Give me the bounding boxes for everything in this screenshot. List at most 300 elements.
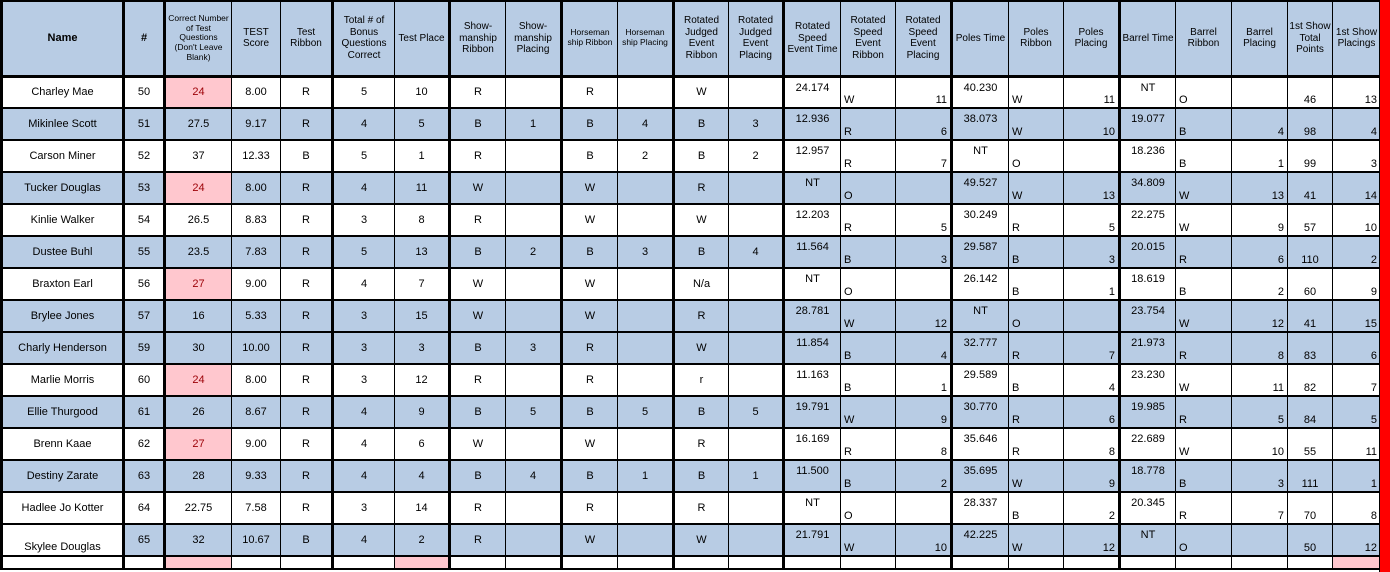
cell-bonus[interactable]: 4 (333, 524, 395, 556)
cell-placings[interactable]: 4 (1333, 108, 1381, 140)
cell-points[interactable]: 83 (1288, 332, 1333, 364)
cell-points[interactable]: 60 (1288, 268, 1333, 300)
cell-show-placing[interactable] (506, 172, 562, 204)
cell-test-ribbon[interactable]: R (281, 396, 333, 428)
cell-rs-placing[interactable] (896, 268, 952, 300)
cell-rj-placing[interactable]: 5 (729, 396, 784, 428)
cell-test-place[interactable] (395, 556, 450, 569)
cell-name[interactable]: Destiny Zarate (2, 460, 124, 492)
cell-show-ribbon[interactable]: W (450, 268, 506, 300)
cell-rs-ribbon[interactable]: W (841, 76, 896, 108)
cell-show-ribbon[interactable]: B (450, 236, 506, 268)
cell-test-ribbon[interactable]: R (281, 172, 333, 204)
cell-placings[interactable]: 13 (1333, 76, 1381, 108)
cell-barrel-ribbon[interactable]: W (1176, 428, 1232, 460)
cell-rs-time[interactable]: 11.854 (784, 332, 841, 364)
cell-placings[interactable]: 11 (1333, 428, 1381, 460)
cell-rs-ribbon[interactable]: O (841, 492, 896, 524)
cell-horse-placing[interactable] (618, 300, 674, 332)
cell-poles-ribbon[interactable]: B (1009, 492, 1064, 524)
cell-poles-placing[interactable]: 13 (1064, 172, 1120, 204)
cell-num[interactable]: 63 (124, 460, 165, 492)
cell-horse-placing[interactable] (618, 524, 674, 556)
cell-rs-placing[interactable]: 12 (896, 300, 952, 332)
cell-rj-ribbon[interactable]: B (674, 236, 729, 268)
cell-points[interactable]: 82 (1288, 364, 1333, 396)
cell-show-placing[interactable] (506, 556, 562, 569)
cell-rs-ribbon[interactable]: R (841, 204, 896, 236)
cell-bonus[interactable]: 3 (333, 300, 395, 332)
cell-rs-placing[interactable]: 3 (896, 236, 952, 268)
cell-test-ribbon[interactable]: R (281, 460, 333, 492)
cell-rs-placing[interactable] (896, 172, 952, 204)
cell-test-place[interactable]: 4 (395, 460, 450, 492)
cell-rj-ribbon[interactable]: B (674, 108, 729, 140)
cell-horse-placing[interactable] (618, 428, 674, 460)
cell-show-placing[interactable] (506, 428, 562, 460)
cell-poles-ribbon[interactable]: O (1009, 140, 1064, 172)
cell-barrel-time[interactable] (1120, 556, 1176, 569)
cell-barrel-ribbon[interactable]: B (1176, 268, 1232, 300)
cell-poles-ribbon[interactable]: R (1009, 204, 1064, 236)
column-header-poles-placing[interactable]: Poles Placing (1064, 1, 1120, 76)
cell-show-placing[interactable]: 3 (506, 332, 562, 364)
cell-rs-time[interactable]: 19.791 (784, 396, 841, 428)
cell-poles-ribbon[interactable]: R (1009, 332, 1064, 364)
cell-poles-placing[interactable]: 1 (1064, 268, 1120, 300)
cell-show-placing[interactable]: 2 (506, 236, 562, 268)
cell-test-ribbon[interactable] (281, 556, 333, 569)
cell-show-ribbon[interactable]: B (450, 332, 506, 364)
cell-show-placing[interactable] (506, 204, 562, 236)
cell-rs-placing[interactable]: 2 (896, 460, 952, 492)
cell-num[interactable]: 50 (124, 76, 165, 108)
cell-poles-time[interactable]: 49.527 (952, 172, 1009, 204)
cell-rj-ribbon[interactable] (674, 556, 729, 569)
cell-name[interactable] (2, 556, 124, 569)
column-header-test-ribbon[interactable]: Test Ribbon (281, 1, 333, 76)
cell-points[interactable]: 98 (1288, 108, 1333, 140)
cell-test-place[interactable]: 15 (395, 300, 450, 332)
cell-test-score[interactable]: 8.00 (232, 364, 281, 396)
cell-poles-ribbon[interactable]: W (1009, 172, 1064, 204)
cell-horse-placing[interactable] (618, 332, 674, 364)
cell-poles-ribbon[interactable]: W (1009, 460, 1064, 492)
cell-rs-time[interactable]: 12.957 (784, 140, 841, 172)
cell-name[interactable]: Ellie Thurgood (2, 396, 124, 428)
cell-test-score[interactable]: 7.83 (232, 236, 281, 268)
cell-horse-placing[interactable] (618, 556, 674, 569)
cell-correct[interactable]: 22.75 (165, 492, 232, 524)
cell-barrel-placing[interactable] (1232, 524, 1288, 556)
cell-num[interactable]: 51 (124, 108, 165, 140)
cell-show-ribbon[interactable]: B (450, 396, 506, 428)
cell-show-placing[interactable] (506, 268, 562, 300)
cell-barrel-time[interactable]: 18.778 (1120, 460, 1176, 492)
cell-test-ribbon[interactable]: B (281, 140, 333, 172)
cell-poles-placing[interactable]: 7 (1064, 332, 1120, 364)
cell-num[interactable]: 53 (124, 172, 165, 204)
cell-test-ribbon[interactable]: R (281, 76, 333, 108)
cell-placings[interactable]: 5 (1333, 396, 1381, 428)
cell-poles-placing[interactable]: 9 (1064, 460, 1120, 492)
cell-test-score[interactable]: 8.83 (232, 204, 281, 236)
cell-num[interactable]: 59 (124, 332, 165, 364)
cell-poles-placing[interactable] (1064, 140, 1120, 172)
cell-show-ribbon[interactable] (450, 556, 506, 569)
cell-barrel-time[interactable]: 34.809 (1120, 172, 1176, 204)
cell-poles-time[interactable]: 35.646 (952, 428, 1009, 460)
cell-rs-time[interactable]: 28.781 (784, 300, 841, 332)
cell-poles-time[interactable]: 26.142 (952, 268, 1009, 300)
cell-test-score[interactable]: 7.58 (232, 492, 281, 524)
cell-num[interactable]: 62 (124, 428, 165, 460)
cell-rs-time[interactable]: NT (784, 268, 841, 300)
cell-poles-placing[interactable]: 6 (1064, 396, 1120, 428)
cell-rs-time[interactable]: 21.791 (784, 524, 841, 556)
cell-points[interactable] (1288, 556, 1333, 569)
cell-horse-placing[interactable] (618, 364, 674, 396)
cell-rs-time[interactable]: 12.203 (784, 204, 841, 236)
cell-placings[interactable]: 2 (1333, 236, 1381, 268)
cell-correct[interactable]: 24 (165, 364, 232, 396)
cell-show-placing[interactable]: 4 (506, 460, 562, 492)
cell-poles-time[interactable]: 29.587 (952, 236, 1009, 268)
cell-rj-ribbon[interactable]: R (674, 172, 729, 204)
column-header-rs-ribbon[interactable]: Rotated Speed Event Ribbon (841, 1, 896, 76)
cell-test-ribbon[interactable]: R (281, 332, 333, 364)
cell-barrel-placing[interactable]: 8 (1232, 332, 1288, 364)
cell-bonus[interactable]: 3 (333, 364, 395, 396)
cell-test-score[interactable]: 9.00 (232, 268, 281, 300)
cell-test-ribbon[interactable]: R (281, 268, 333, 300)
cell-horse-ribbon[interactable]: W (562, 172, 618, 204)
cell-bonus[interactable]: 4 (333, 108, 395, 140)
cell-bonus[interactable]: 4 (333, 172, 395, 204)
cell-num[interactable]: 61 (124, 396, 165, 428)
cell-name[interactable]: Charly Henderson (2, 332, 124, 364)
cell-placings[interactable] (1333, 556, 1381, 569)
cell-barrel-ribbon[interactable]: R (1176, 332, 1232, 364)
cell-barrel-time[interactable]: NT (1120, 524, 1176, 556)
cell-barrel-ribbon[interactable]: B (1176, 460, 1232, 492)
column-header-show-ribbon[interactable]: Show-manship Ribbon (450, 1, 506, 76)
cell-rj-ribbon[interactable]: r (674, 364, 729, 396)
cell-test-ribbon[interactable]: R (281, 364, 333, 396)
cell-poles-placing[interactable]: 5 (1064, 204, 1120, 236)
cell-name[interactable]: Brenn Kaae (2, 428, 124, 460)
cell-barrel-placing[interactable] (1232, 556, 1288, 569)
cell-bonus[interactable]: 5 (333, 140, 395, 172)
cell-horse-placing[interactable] (618, 76, 674, 108)
cell-bonus[interactable]: 4 (333, 268, 395, 300)
cell-horse-ribbon[interactable]: W (562, 204, 618, 236)
cell-test-ribbon[interactable]: B (281, 524, 333, 556)
cell-rs-time[interactable]: 11.564 (784, 236, 841, 268)
cell-bonus[interactable]: 4 (333, 428, 395, 460)
cell-poles-time[interactable]: NT (952, 140, 1009, 172)
cell-barrel-placing[interactable]: 10 (1232, 428, 1288, 460)
cell-poles-time[interactable]: 35.695 (952, 460, 1009, 492)
cell-rs-ribbon[interactable]: O (841, 172, 896, 204)
cell-num[interactable]: 65 (124, 524, 165, 556)
column-header-name[interactable]: Name (2, 1, 124, 76)
cell-poles-placing[interactable] (1064, 556, 1120, 569)
cell-placings[interactable]: 3 (1333, 140, 1381, 172)
cell-show-placing[interactable] (506, 492, 562, 524)
cell-rs-time[interactable]: 11.500 (784, 460, 841, 492)
cell-test-score[interactable] (232, 556, 281, 569)
cell-horse-ribbon[interactable]: W (562, 524, 618, 556)
cell-name[interactable]: Skylee Douglas (2, 524, 124, 556)
cell-test-ribbon[interactable]: R (281, 300, 333, 332)
cell-correct[interactable]: 27 (165, 268, 232, 300)
cell-rj-placing[interactable] (729, 172, 784, 204)
cell-bonus[interactable]: 5 (333, 236, 395, 268)
cell-barrel-time[interactable]: 18.236 (1120, 140, 1176, 172)
cell-rs-ribbon[interactable]: B (841, 332, 896, 364)
column-header-points[interactable]: 1st Show Total Points (1288, 1, 1333, 76)
cell-name[interactable]: Mikinlee Scott (2, 108, 124, 140)
cell-name[interactable]: Dustee Buhl (2, 236, 124, 268)
cell-rj-ribbon[interactable]: W (674, 524, 729, 556)
cell-barrel-ribbon[interactable]: B (1176, 140, 1232, 172)
cell-show-ribbon[interactable]: R (450, 140, 506, 172)
cell-show-ribbon[interactable]: B (450, 460, 506, 492)
cell-barrel-placing[interactable]: 11 (1232, 364, 1288, 396)
cell-test-score[interactable]: 10.67 (232, 524, 281, 556)
cell-barrel-placing[interactable] (1232, 76, 1288, 108)
cell-poles-time[interactable]: NT (952, 300, 1009, 332)
cell-name[interactable]: Braxton Earl (2, 268, 124, 300)
cell-bonus[interactable]: 4 (333, 396, 395, 428)
column-header-barrel-ribbon[interactable]: Barrel Ribbon (1176, 1, 1232, 76)
cell-barrel-ribbon[interactable]: W (1176, 364, 1232, 396)
cell-poles-placing[interactable]: 4 (1064, 364, 1120, 396)
cell-poles-time[interactable]: 38.073 (952, 108, 1009, 140)
cell-barrel-ribbon[interactable]: W (1176, 204, 1232, 236)
cell-rj-ribbon[interactable]: B (674, 396, 729, 428)
cell-horse-placing[interactable] (618, 204, 674, 236)
cell-rs-time[interactable]: NT (784, 172, 841, 204)
cell-rj-placing[interactable] (729, 332, 784, 364)
cell-horse-placing[interactable] (618, 268, 674, 300)
cell-rs-placing[interactable]: 11 (896, 76, 952, 108)
cell-placings[interactable]: 15 (1333, 300, 1381, 332)
cell-horse-ribbon[interactable]: R (562, 76, 618, 108)
cell-poles-time[interactable]: 32.777 (952, 332, 1009, 364)
cell-correct[interactable]: 27.5 (165, 108, 232, 140)
cell-points[interactable]: 111 (1288, 460, 1333, 492)
cell-barrel-placing[interactable]: 4 (1232, 108, 1288, 140)
cell-points[interactable]: 84 (1288, 396, 1333, 428)
cell-rj-placing[interactable] (729, 364, 784, 396)
cell-horse-placing[interactable]: 2 (618, 140, 674, 172)
cell-test-score[interactable]: 9.33 (232, 460, 281, 492)
cell-poles-time[interactable]: 28.337 (952, 492, 1009, 524)
cell-rj-placing[interactable] (729, 428, 784, 460)
cell-rs-ribbon[interactable]: R (841, 428, 896, 460)
cell-horse-ribbon[interactable]: R (562, 364, 618, 396)
column-header-poles-time[interactable]: Poles Time (952, 1, 1009, 76)
cell-show-ribbon[interactable]: R (450, 364, 506, 396)
cell-test-place[interactable]: 3 (395, 332, 450, 364)
cell-rj-placing[interactable] (729, 556, 784, 569)
cell-rs-ribbon[interactable]: B (841, 364, 896, 396)
cell-points[interactable]: 57 (1288, 204, 1333, 236)
cell-horse-ribbon[interactable]: B (562, 396, 618, 428)
cell-test-score[interactable]: 10.00 (232, 332, 281, 364)
cell-bonus[interactable]: 3 (333, 332, 395, 364)
column-header-correct[interactable]: Correct Number of Test Questions (Don't Leave Blank) (165, 1, 232, 76)
cell-points[interactable]: 50 (1288, 524, 1333, 556)
cell-correct[interactable]: 32 (165, 524, 232, 556)
cell-rs-ribbon[interactable]: R (841, 108, 896, 140)
cell-horse-placing[interactable]: 5 (618, 396, 674, 428)
cell-rs-time[interactable] (784, 556, 841, 569)
cell-barrel-placing[interactable]: 5 (1232, 396, 1288, 428)
cell-barrel-time[interactable]: 20.015 (1120, 236, 1176, 268)
cell-barrel-ribbon[interactable] (1176, 556, 1232, 569)
column-header-placings[interactable]: 1st Show Placings (1333, 1, 1381, 76)
cell-horse-ribbon[interactable]: R (562, 492, 618, 524)
cell-barrel-time[interactable]: NT (1120, 76, 1176, 108)
cell-rs-time[interactable]: 11.163 (784, 364, 841, 396)
cell-correct[interactable]: 23.5 (165, 236, 232, 268)
cell-placings[interactable]: 9 (1333, 268, 1381, 300)
cell-correct[interactable]: 26 (165, 396, 232, 428)
cell-correct[interactable]: 37 (165, 140, 232, 172)
cell-num[interactable]: 52 (124, 140, 165, 172)
cell-horse-placing[interactable] (618, 172, 674, 204)
cell-poles-placing[interactable]: 11 (1064, 76, 1120, 108)
cell-poles-ribbon[interactable]: B (1009, 236, 1064, 268)
cell-rs-placing[interactable]: 1 (896, 364, 952, 396)
cell-barrel-time[interactable]: 19.985 (1120, 396, 1176, 428)
cell-poles-time[interactable]: 42.225 (952, 524, 1009, 556)
cell-barrel-time[interactable]: 21.973 (1120, 332, 1176, 364)
cell-placings[interactable]: 8 (1333, 492, 1381, 524)
cell-rs-placing[interactable]: 4 (896, 332, 952, 364)
cell-barrel-ribbon[interactable]: W (1176, 300, 1232, 332)
cell-poles-ribbon[interactable]: O (1009, 300, 1064, 332)
cell-barrel-time[interactable]: 22.275 (1120, 204, 1176, 236)
cell-placings[interactable]: 7 (1333, 364, 1381, 396)
cell-show-placing[interactable] (506, 300, 562, 332)
cell-test-place[interactable]: 12 (395, 364, 450, 396)
cell-name[interactable]: Kinlie Walker (2, 204, 124, 236)
cell-rj-placing[interactable] (729, 204, 784, 236)
column-header-barrel-time[interactable]: Barrel Time (1120, 1, 1176, 76)
cell-test-place[interactable]: 5 (395, 108, 450, 140)
cell-points[interactable]: 55 (1288, 428, 1333, 460)
cell-rj-placing[interactable]: 2 (729, 140, 784, 172)
cell-barrel-time[interactable]: 19.077 (1120, 108, 1176, 140)
cell-barrel-ribbon[interactable]: O (1176, 524, 1232, 556)
cell-test-place[interactable]: 13 (395, 236, 450, 268)
cell-test-score[interactable]: 8.00 (232, 172, 281, 204)
cell-correct[interactable]: 26.5 (165, 204, 232, 236)
column-header-horse-placing[interactable]: Horseman ship Placing (618, 1, 674, 76)
column-header-barrel-placing[interactable]: Barrel Placing (1232, 1, 1288, 76)
cell-test-ribbon[interactable]: R (281, 108, 333, 140)
cell-points[interactable]: 110 (1288, 236, 1333, 268)
cell-test-place[interactable]: 6 (395, 428, 450, 460)
cell-barrel-time[interactable]: 22.689 (1120, 428, 1176, 460)
cell-test-score[interactable]: 8.67 (232, 396, 281, 428)
cell-show-ribbon[interactable]: R (450, 492, 506, 524)
cell-poles-time[interactable]: 40.230 (952, 76, 1009, 108)
cell-test-place[interactable]: 9 (395, 396, 450, 428)
cell-horse-ribbon[interactable]: W (562, 300, 618, 332)
cell-correct[interactable]: 24 (165, 76, 232, 108)
cell-rj-placing[interactable]: 3 (729, 108, 784, 140)
column-header-poles-ribbon[interactable]: Poles Ribbon (1009, 1, 1064, 76)
cell-barrel-ribbon[interactable]: R (1176, 396, 1232, 428)
cell-poles-time[interactable]: 29.589 (952, 364, 1009, 396)
cell-horse-placing[interactable]: 4 (618, 108, 674, 140)
cell-rj-ribbon[interactable]: R (674, 492, 729, 524)
column-header-rj-ribbon[interactable]: Rotated Judged Event Ribbon (674, 1, 729, 76)
column-header-bonus[interactable]: Total # of Bonus Questions Correct (333, 1, 395, 76)
cell-test-place[interactable]: 8 (395, 204, 450, 236)
cell-show-placing[interactable] (506, 524, 562, 556)
cell-test-ribbon[interactable]: R (281, 492, 333, 524)
cell-show-placing[interactable]: 5 (506, 396, 562, 428)
cell-rs-ribbon[interactable]: W (841, 300, 896, 332)
cell-poles-placing[interactable]: 12 (1064, 524, 1120, 556)
cell-horse-ribbon[interactable]: B (562, 236, 618, 268)
cell-poles-ribbon[interactable]: R (1009, 428, 1064, 460)
cell-rj-placing[interactable] (729, 76, 784, 108)
cell-barrel-placing[interactable]: 3 (1232, 460, 1288, 492)
cell-poles-ribbon[interactable]: R (1009, 396, 1064, 428)
cell-correct[interactable]: 16 (165, 300, 232, 332)
cell-barrel-time[interactable]: 18.619 (1120, 268, 1176, 300)
cell-poles-ribbon[interactable]: W (1009, 76, 1064, 108)
cell-rj-ribbon[interactable]: W (674, 332, 729, 364)
cell-barrel-time[interactable]: 23.754 (1120, 300, 1176, 332)
cell-rs-time[interactable]: 12.936 (784, 108, 841, 140)
cell-rs-placing[interactable]: 9 (896, 396, 952, 428)
cell-poles-time[interactable] (952, 556, 1009, 569)
cell-rs-placing[interactable]: 5 (896, 204, 952, 236)
cell-placings[interactable]: 1 (1333, 460, 1381, 492)
cell-num[interactable]: 55 (124, 236, 165, 268)
cell-barrel-placing[interactable]: 9 (1232, 204, 1288, 236)
cell-horse-ribbon[interactable]: W (562, 428, 618, 460)
cell-name[interactable]: Brylee Jones (2, 300, 124, 332)
cell-points[interactable]: 99 (1288, 140, 1333, 172)
cell-rj-placing[interactable]: 4 (729, 236, 784, 268)
cell-rs-ribbon[interactable]: R (841, 140, 896, 172)
cell-rs-placing[interactable] (896, 492, 952, 524)
column-header-rs-placing[interactable]: Rotated Speed Event Placing (896, 1, 952, 76)
cell-rs-ribbon[interactable]: B (841, 236, 896, 268)
cell-poles-ribbon[interactable] (1009, 556, 1064, 569)
cell-show-ribbon[interactable]: R (450, 524, 506, 556)
cell-name[interactable]: Tucker Douglas (2, 172, 124, 204)
cell-poles-ribbon[interactable]: W (1009, 108, 1064, 140)
cell-correct[interactable] (165, 556, 232, 569)
cell-test-score[interactable]: 8.00 (232, 76, 281, 108)
cell-placings[interactable]: 12 (1333, 524, 1381, 556)
cell-rs-ribbon[interactable]: W (841, 396, 896, 428)
cell-barrel-placing[interactable]: 7 (1232, 492, 1288, 524)
cell-points[interactable]: 46 (1288, 76, 1333, 108)
cell-poles-placing[interactable]: 2 (1064, 492, 1120, 524)
cell-show-ribbon[interactable]: R (450, 76, 506, 108)
